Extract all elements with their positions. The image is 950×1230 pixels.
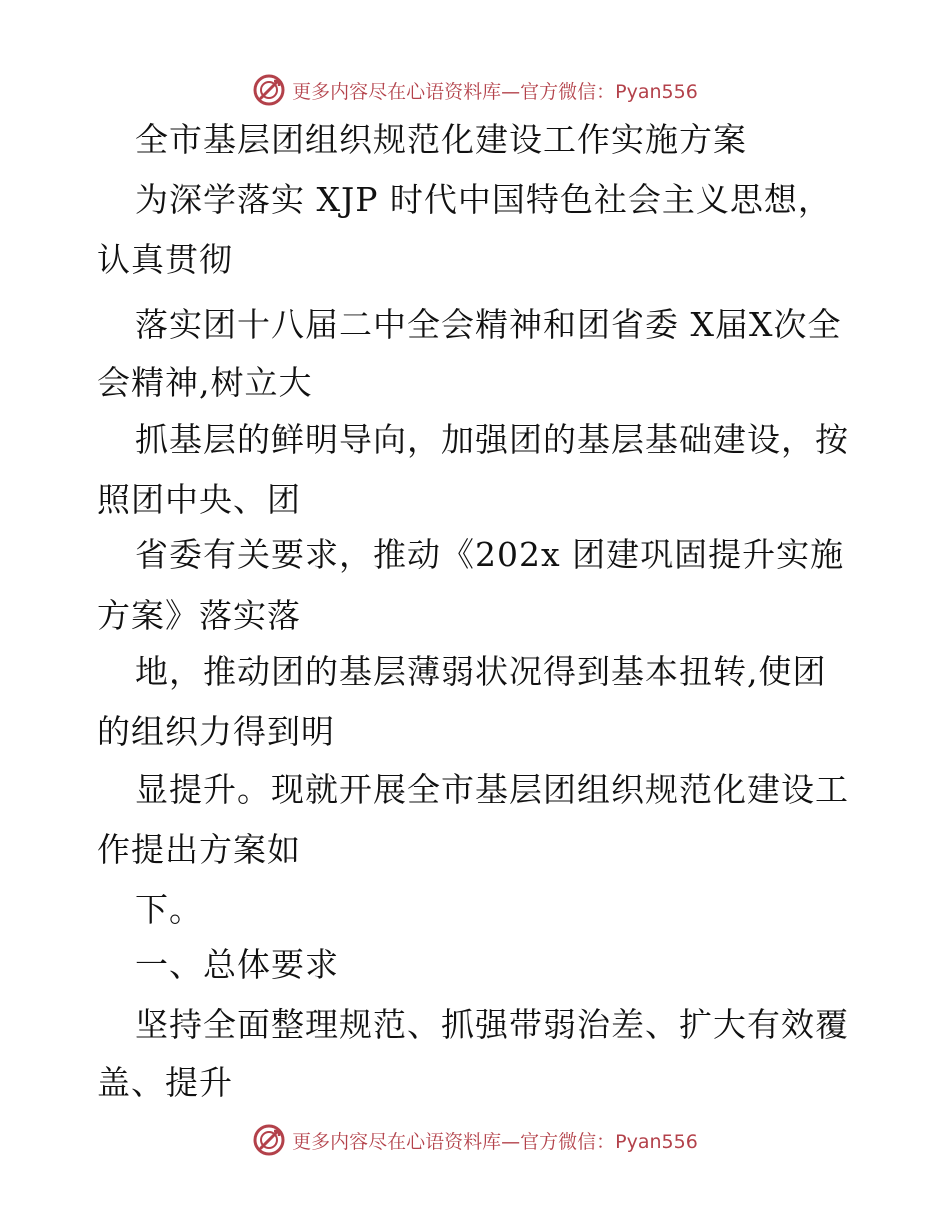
red-seal-logo-icon [252,1123,286,1157]
paragraph-line: 省委有关要求，推动《202x 团建巩固提升实施 [135,535,845,574]
paragraph-line: 的组织力得到明 [97,712,335,751]
paragraph-line: 下。 [135,890,203,929]
watermark-text: 更多内容尽在心语资料库—官方微信：Pyan556 [292,80,698,103]
header-watermark [0,70,950,110]
paragraph-line: 为深学落实 XJP 时代中国特色社会主义思想， [135,180,832,219]
paragraph-line: 照团中央、团 [97,480,301,519]
paragraph-line: 坚持全面整理规范、抓强带弱治差、扩大有效覆 [135,1005,849,1044]
paragraph-line: 盖、提升 [97,1063,233,1102]
paragraph-line: 显提升。现就开展全市基层团组织规范化建设工 [135,770,849,809]
watermark-text: 更多内容尽在心语资料库—官方微信：Pyan556 [292,1130,698,1153]
paragraph-line: 方案》落实落 [97,596,301,635]
paragraph-line: 落实团十八届二中全会精神和团省委 X届X次全 [135,305,842,344]
red-seal-logo-icon [252,73,286,107]
paragraph-line: 地，推动团的基层薄弱状况得到基本扭转,使团 [135,652,827,691]
paragraph-line: 会精神,树立大 [97,363,313,402]
paragraph-line: 认真贯彻 [97,240,233,279]
paragraph-line: 抓基层的鲜明导向，加强团的基层基础建设，按 [135,420,849,459]
footer-watermark [0,1120,950,1160]
paragraph-line: 作提出方案如 [97,830,301,869]
document-title: 全市基层团组织规范化建设工作实施方案 [135,120,747,159]
section-heading: 一、总体要求 [135,945,339,984]
